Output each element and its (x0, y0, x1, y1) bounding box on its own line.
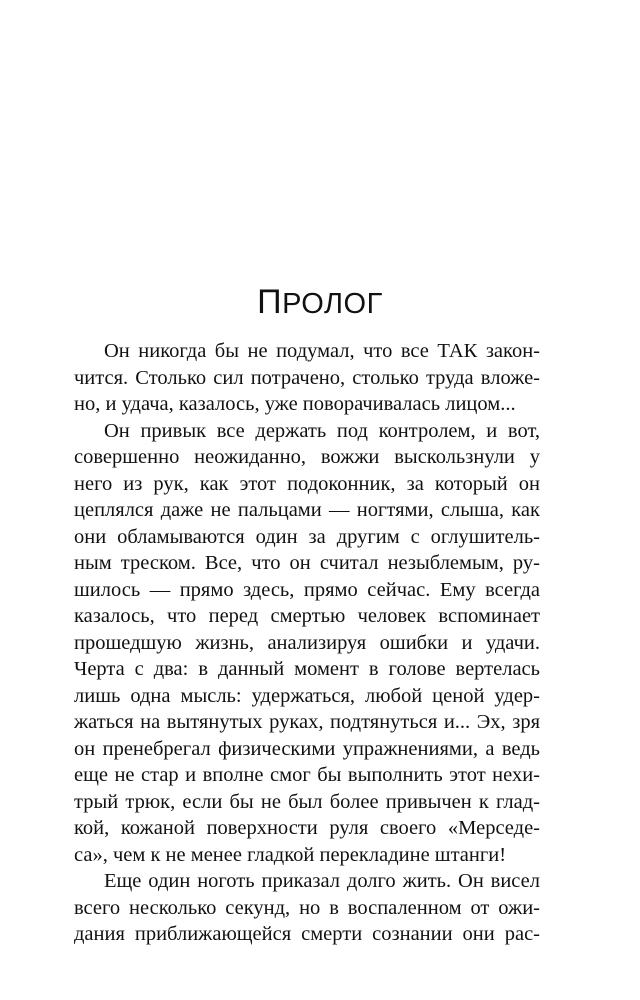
chapter-title-initial: П (257, 283, 283, 321)
text-line: чится. Столько сил потрачено, столько труда вложе- (74, 366, 540, 389)
text-line: совершенно неожиданно, вожжи выскользнули у (74, 446, 540, 468)
text-line: Он привык все держать под контролем, и вот, (104, 419, 540, 442)
text-line: Он никогда бы не подумал, что все ТАК закон- (104, 340, 540, 362)
text-line: они обламываются один за другим с оглушитель- (74, 525, 540, 548)
text-line: трый трюк, если бы не был более привычен к глад- (74, 790, 540, 813)
text-line: шилось — прямо здесь, прямо сейчас. Ему всегда (74, 578, 540, 601)
text-line: еще не стар и вполне смог бы выполнить этот нехи- (74, 764, 540, 786)
chapter-title-rest: РОЛОГ (282, 288, 383, 320)
text-line: Черта с два: в данный момент в голове вертелась (74, 658, 540, 680)
text-line: прошедшую жизнь, анализируя ошибки и удачи. (74, 631, 540, 654)
text-line: Еще один ноготь приказал долго жить. Он висел (104, 870, 540, 892)
text-line: него из рук, как этот подоконник, за который он (74, 472, 540, 495)
text-line: он пренебрегал физическими упражнениями, а ведь (74, 737, 540, 760)
text-line: казалось, что перед смертью человек вспоминает (74, 605, 540, 627)
paragraph-1 (74, 338, 540, 418)
text-line: но, и удача, казалось, уже поворачивалась лицом... (74, 393, 516, 415)
text-line: дания приближающейся смерти сознании они рас- (74, 923, 540, 945)
text-line: всего несколько секунд, но в воспаленном от ожи- (74, 896, 540, 919)
text-line: лишь одна мысль: удержаться, любой ценой удер- (74, 684, 540, 707)
text-line: цеплялся даже не пальцами — ногтями, слыша, как (74, 499, 540, 521)
text-line: кой, кожаной поверхности руля своего «Мерседе- (74, 817, 540, 839)
paragraph-3 (74, 868, 540, 948)
text-line: ным треском. Все, что он считал незыблемым, ру- (74, 552, 540, 574)
text-line: са», чем к не менее гладкой перекладине штанги! (74, 843, 507, 866)
paragraph-2 (74, 418, 540, 869)
chapter-title (0, 282, 640, 324)
text-line: жаться на вытянутых руках, подтянуться и... Эх, зря (74, 711, 540, 733)
body-text (74, 338, 540, 948)
